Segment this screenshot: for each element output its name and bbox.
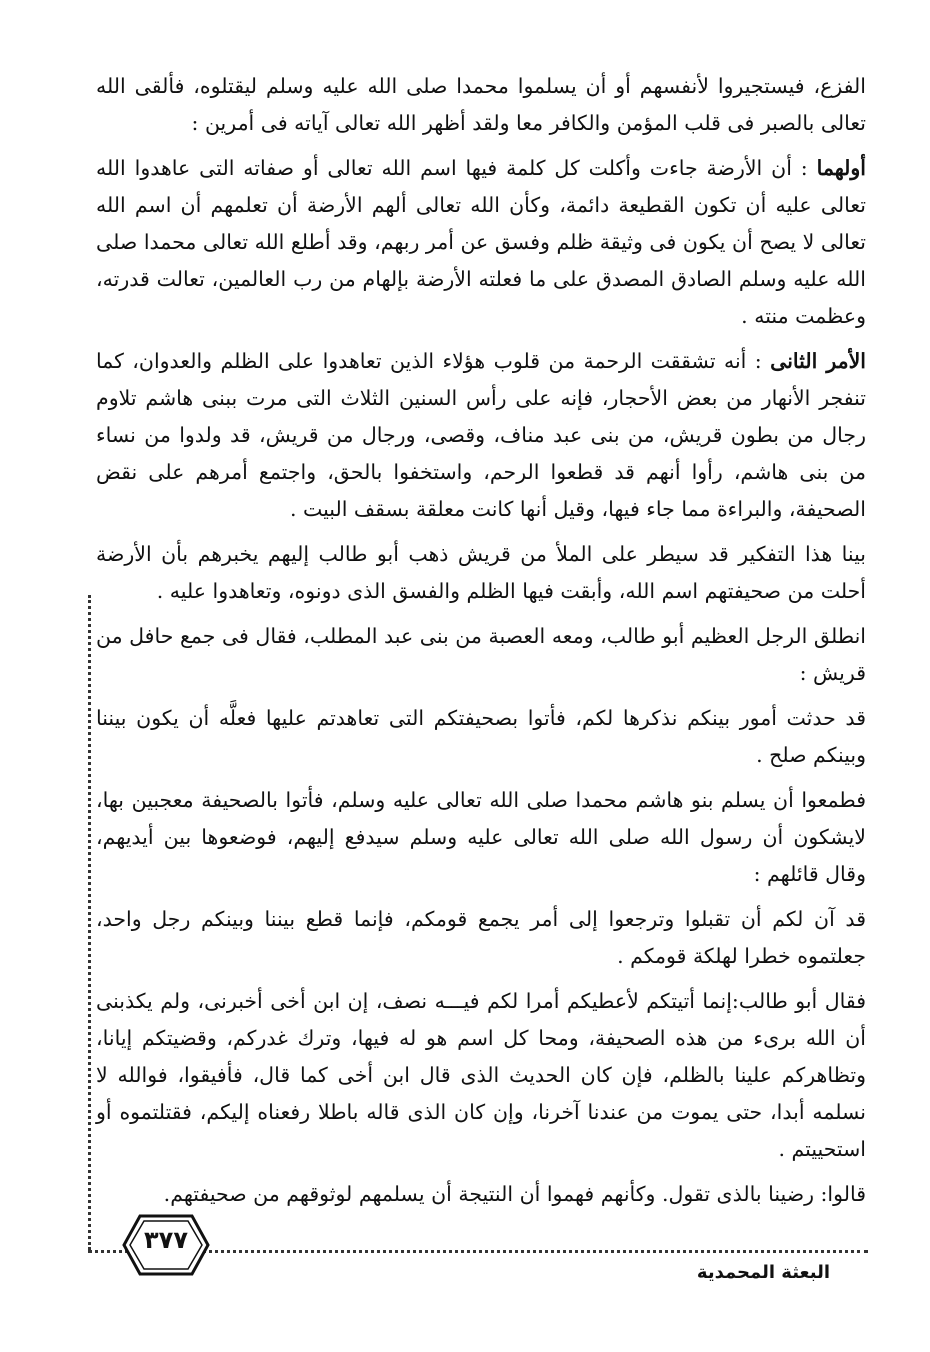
paragraph-9-text: فقال أبو طالب:إنما أتيتكم لأعطيكم أمرا لكم فيـــه نصف، إن ابن أخى أخبرنى، ولم يكذبنى أن الله برىء من هذه الصحيفة، ومحا كل اسم هو له فيها، وترك غدركم، وقضيتكم إيانا، وتظاهركم علينا بالظلم، فإن كان الحديث الذى قال ابن أخى كما قال، فأفيقوا، فوالله لا نسلمه أبدا، حتى يموت من عندنا آخرنا، وإن كان الذى قاله باطلا رفعناه إليكم، فقتلتموه أو استحييتم . bbox=[96, 989, 866, 1161]
paragraph-2-text: : أن الأرضة جاءت وأكلت كل كلمة فيها اسم الله تعالى أو صفاته التى عاهدوا الله تعالى عليه أن تكون القطيعة دائمة، وكأن الله تعالى ألهم الأرضة أن تعلمهم أن اسم الله تعالى لا يصح أن يكون فى وثيقة ظلم وفسق عن أمر ربهم، وقد أطلع الله تعالى محمدا صلى الله عليه وسلم الصادق المصدق على ما فعلته الأرضة بإلهام من رب العالمين، تعالت قدرته، وعظمت منته . bbox=[96, 156, 866, 328]
paragraph-6 bbox=[96, 700, 866, 774]
paragraph-3-text: : أنه تشققت الرحمة من قلوب هؤلاء الذين تعاهدوا على الظلم والعدوان، كما تنفجر الأنهار من بعض الأحجار، فإنه على رأس السنين الثلاث التى مرت ببنى هاشم تلاوم رجال من بطون قريش، من بنى عبد مناف، وقصى، ورجال من قريش، قد ولدوا من نساء من بنى هاشم، رأوا أنهم قد قطعوا الرحم، واستخفوا بالحق، واجتمع أمرهم على نقض الصحيفة، والبراءة مما جاء فيها، وقيل أنها كانت معلقة بسقف البيت . bbox=[96, 349, 866, 521]
paragraph-6-text: قد حدثت أمور بينكم نذكرها لكم، فأتوا بصحيفتكم التى تعاهدتم عليها فعلَّه أن يكون بيننا وبينكم صلح . bbox=[96, 706, 866, 767]
body-text bbox=[96, 68, 866, 1221]
paragraph-5 bbox=[96, 618, 866, 692]
paragraph-9 bbox=[96, 983, 866, 1168]
paragraph-5-text: انطلق الرجل العظيم أبو طالب، ومعه العصبة من بنى عبد المطلب، فقال فى جمع حافل من قريش : bbox=[96, 624, 866, 685]
page-frame-left-border bbox=[88, 595, 91, 1250]
paragraph-10-text: قالوا: رضينا بالذى تقول. وكأنهم فهموا أن النتيجة أن يسلمهم لوثوقهم من صحيفتهم. bbox=[163, 1182, 866, 1206]
book-title: البعثة المحمدية bbox=[696, 1262, 830, 1283]
paragraph-3 bbox=[96, 343, 866, 528]
paragraph-2-lead: أولهما bbox=[816, 156, 866, 180]
paragraph-8 bbox=[96, 901, 866, 975]
paragraph-1-text: الفزع، فيستجيروا لأنفسهم أو أن يسلموا محمدا صلى الله عليه وسلم ليقتلوه، فألقى الله تعالى بالصبر فى قلب المؤمن والكافر معا ولقد أظهر الله تعالى آياته فى أمرين : bbox=[96, 74, 866, 135]
paragraph-8-text: قد آن لكم أن تقبلوا وترجعوا إلى أمر يجمع قومكم، فإنما قطع بيننا وبينكم رجل واحد، جعلتموه خطرا لهلكة قومكم . bbox=[96, 907, 866, 968]
paragraph-7-text: فطمعوا أن يسلم بنو هاشم محمدا صلى الله تعالى عليه وسلم، فأتوا بالصحيفة معجبين بها، لايشكون أن رسول الله صلى الله تعالى عليه وسلم سيدفع إليهم، فوضعوها بين أيديهم، وقال قائلهم : bbox=[96, 788, 866, 886]
paragraph-2 bbox=[96, 150, 866, 335]
page-number: ٣٧٧ bbox=[144, 1226, 188, 1254]
paragraph-4-text: بينا هذا التفكير قد سيطر على الملأ من قريش ذهب أبو طالب إليهم يخبرهم بأن الأرضة أحلت من صحيفتهم اسم الله، وأبقت فيها الظلم والفسق الذى دونوه، وتعاهدوا عليه . bbox=[96, 542, 866, 603]
paragraph-10 bbox=[96, 1176, 866, 1213]
paragraph-3-lead: الأمر الثانى bbox=[770, 349, 866, 373]
paragraph-7 bbox=[96, 782, 866, 893]
paragraph-1 bbox=[96, 68, 866, 142]
paragraph-4 bbox=[96, 536, 866, 610]
